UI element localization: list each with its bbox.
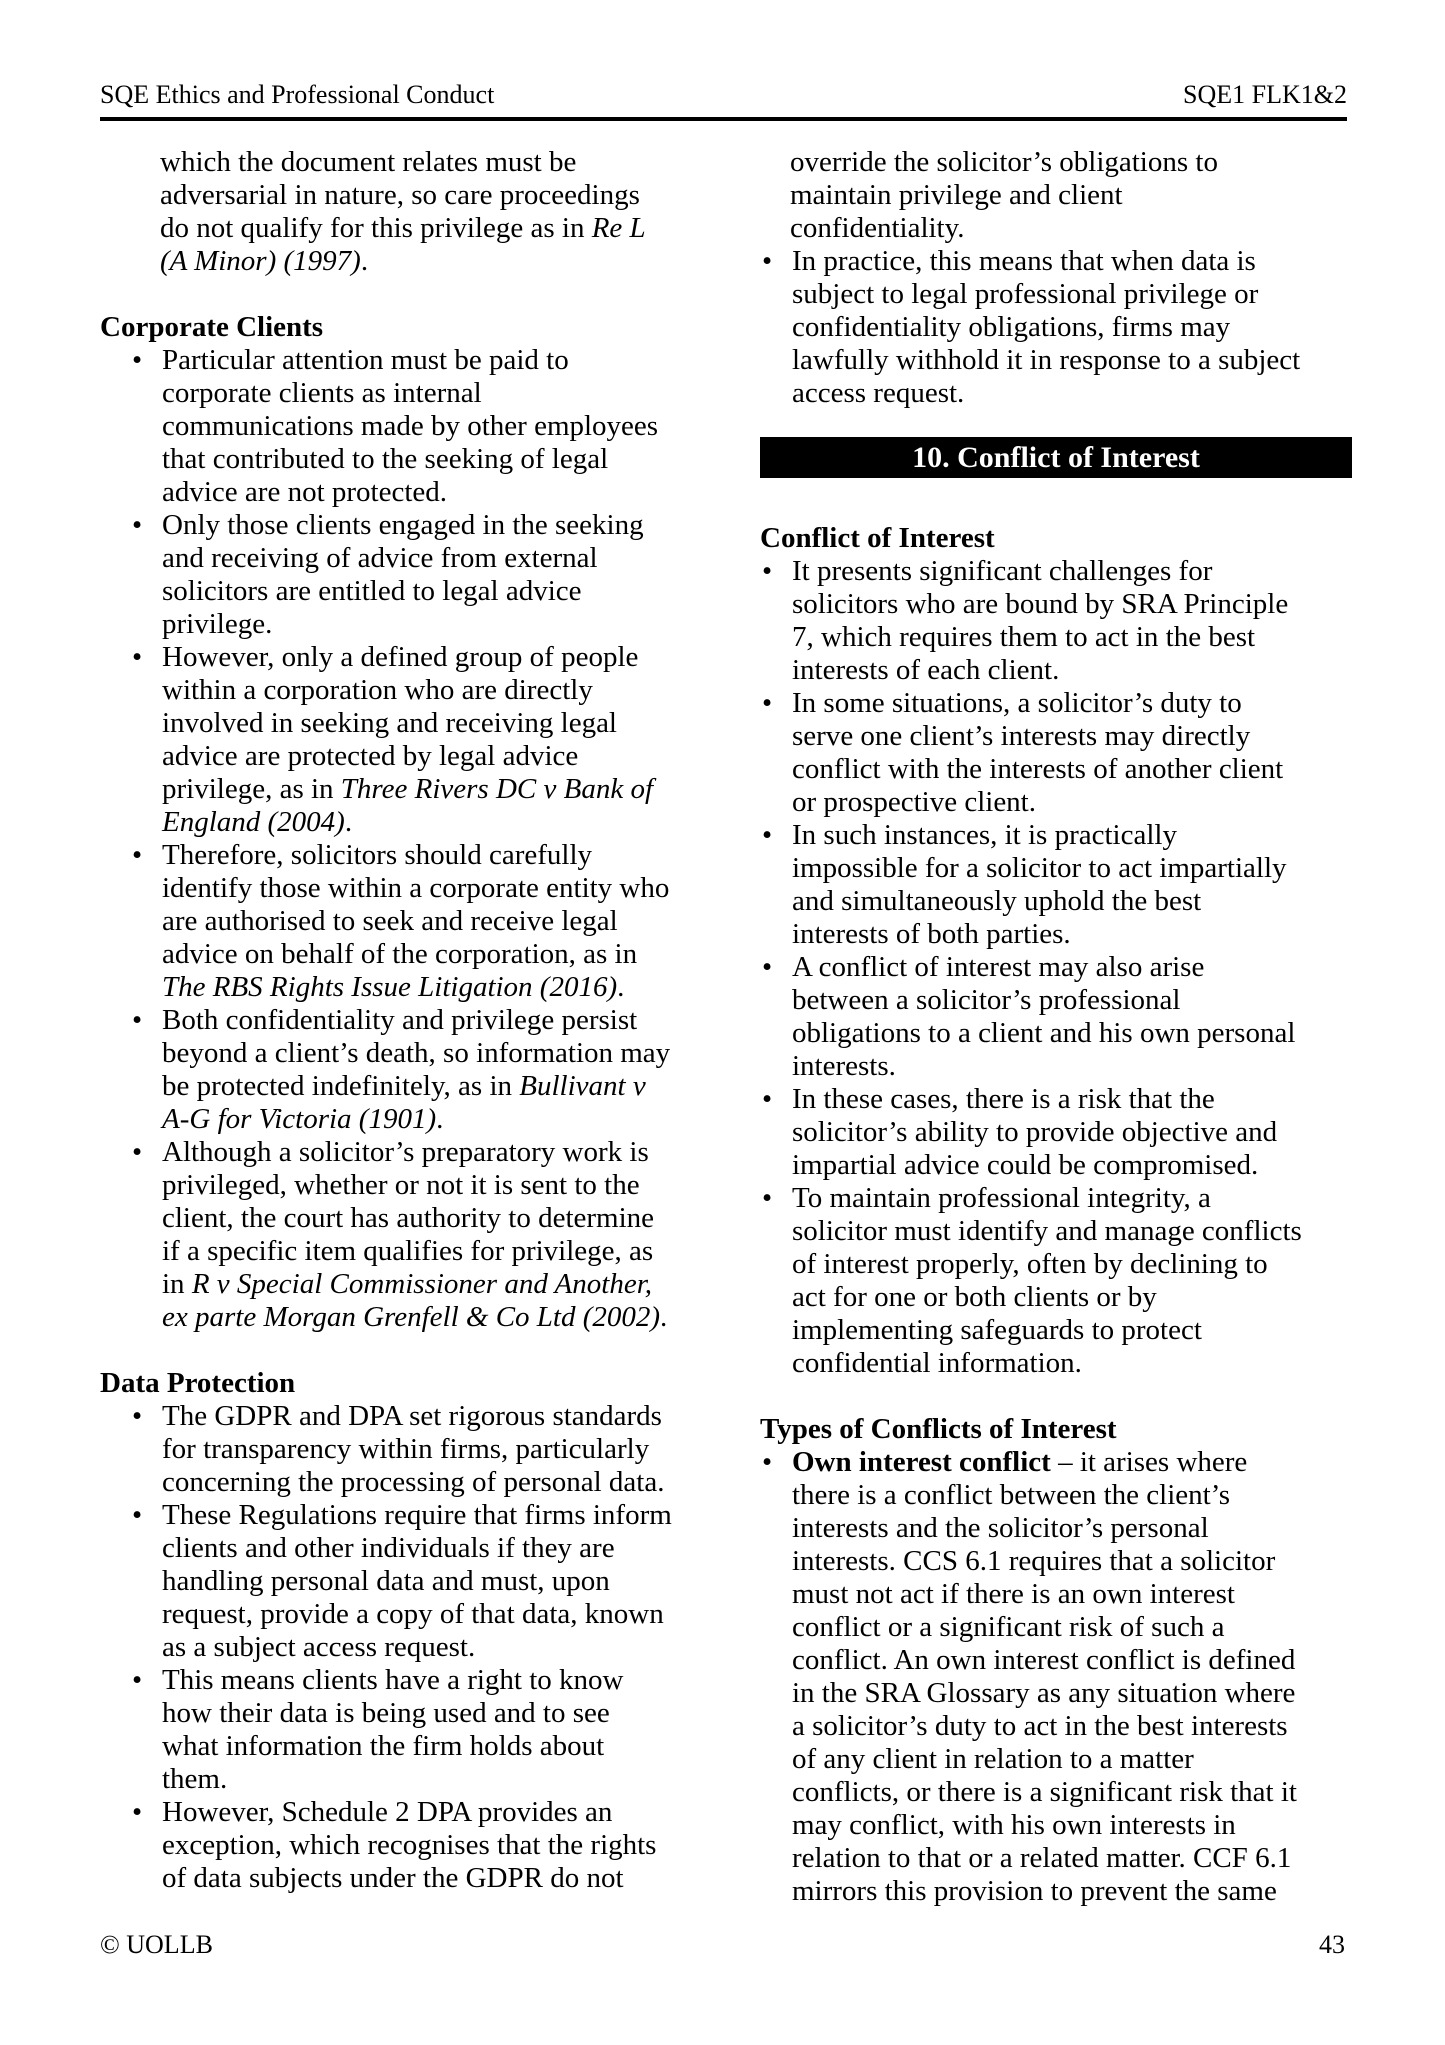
bullet-item — [762, 687, 1352, 819]
text-line: client, the court has authority to determine — [162, 1202, 655, 1234]
text-line: solicitors are entitled to legal advice — [162, 575, 582, 607]
text-line: ex parte Morgan Grenfell & Co Ltd (2002). — [162, 1301, 668, 1333]
text-line: conflict with the interests of another client — [792, 753, 1284, 785]
bullet-item — [132, 839, 682, 1004]
text-line: within a corporation who are directly — [162, 674, 593, 706]
text-line: handling personal data and must, upon — [162, 1565, 610, 1597]
text-line: corporate clients as internal — [162, 377, 482, 409]
left-column — [100, 146, 682, 1895]
page-footer — [100, 1930, 1345, 1960]
text-line: • In practice, this means that when data is — [792, 245, 1256, 277]
text-line: and receiving of advice from external — [162, 542, 598, 574]
text-line: • However, Schedule 2 DPA provides an — [162, 1796, 613, 1828]
section-heading: Corporate Clients — [100, 311, 324, 343]
text-line: between a solicitor’s professional — [792, 984, 1181, 1016]
bullet-item — [132, 1136, 682, 1334]
text-line: of interest properly, often by declining to — [792, 1248, 1268, 1280]
bullet-list — [762, 245, 1352, 410]
bullet-item — [762, 819, 1352, 951]
text-line: privileged, whether or not it is sent to the — [162, 1169, 640, 1201]
text-line: advice on behalf of the corporation, as in — [162, 938, 638, 970]
text-line: interests. — [792, 1050, 896, 1082]
bullet-item — [132, 1499, 682, 1664]
text-line: act for one or both clients or by — [792, 1281, 1157, 1313]
page-header — [100, 80, 1347, 121]
italic-text: ex parte Morgan Grenfell & Co Ltd (2002) — [162, 1301, 661, 1333]
bullet-item — [762, 245, 1352, 410]
text-line: • In some situations, a solicitor’s duty to — [792, 687, 1242, 719]
text-line: access request. — [792, 377, 965, 409]
bullet-item — [762, 1083, 1352, 1182]
text-line: a solicitor’s duty to act in the best interests — [792, 1710, 1288, 1742]
bullet-item — [762, 1182, 1352, 1380]
italic-text: (A Minor) (1997) — [160, 245, 361, 277]
bullet-item — [762, 1446, 1352, 1908]
paragraph — [100, 146, 682, 278]
text-line: conflict or a significant risk of such a — [792, 1611, 1225, 1643]
text-line: confidentiality. — [790, 212, 965, 244]
text-line: • Both confidentiality and privilege persist — [162, 1004, 638, 1036]
text-line: confidential information. — [792, 1347, 1082, 1379]
text-line: if a specific item qualifies for privilege, as — [162, 1235, 654, 1267]
text-line: which the document relates must be — [160, 146, 577, 178]
text-line: or prospective client. — [792, 786, 1036, 818]
text-line: override the solicitor’s obligations to — [790, 146, 1218, 178]
text-line: solicitor’s ability to provide objective and — [792, 1116, 1278, 1148]
text-line: and simultaneously uphold the best — [792, 885, 1202, 917]
text-line: be protected indefinitely, as in Bullivant v — [162, 1070, 646, 1102]
text-line: impossible for a solicitor to act impartially — [792, 852, 1287, 884]
text-line: confidentiality obligations, firms may — [792, 311, 1231, 343]
bullet-list — [132, 344, 682, 1334]
header-course-code: SQE1 FLK1&2 — [1183, 80, 1347, 109]
bullet-item — [132, 641, 682, 839]
text-line: are authorised to seek and receive legal — [162, 905, 618, 937]
italic-text: Re L — [591, 212, 646, 244]
text-line: involved in seeking and receiving legal — [162, 707, 617, 739]
text-line: • This means clients have a right to know — [162, 1664, 624, 1696]
text-line: A-G for Victoria (1901). — [162, 1103, 444, 1135]
bold-text: Own interest conflict — [792, 1446, 1051, 1478]
text-line: solicitors who are bound by SRA Principle — [792, 588, 1289, 620]
text-line: lawfully withhold it in response to a subject — [792, 344, 1301, 376]
bullet-item — [132, 344, 682, 509]
text-line: • These Regulations require that firms inform — [162, 1499, 672, 1531]
text-line: • Only those clients engaged in the seeking — [162, 509, 644, 541]
bullet-item — [132, 1004, 682, 1136]
bullet-item — [132, 1664, 682, 1796]
text-line: The RBS Rights Issue Litigation (2016). — [162, 971, 625, 1003]
right-column — [760, 146, 1352, 1908]
bullet-item — [132, 1796, 682, 1895]
bullet-item — [762, 951, 1352, 1083]
section-heading: Types of Conflicts of Interest — [760, 1413, 1117, 1445]
bullet-list — [762, 555, 1352, 1380]
text-line: concerning the processing of personal data. — [162, 1466, 665, 1498]
text-line: adversarial in nature, so care proceedings — [160, 179, 640, 211]
text-line: relation to that or a related matter. CCF 6.1 — [792, 1842, 1292, 1874]
text-line: interests of both parties. — [792, 918, 1071, 950]
section-heading: Data Protection — [100, 1367, 296, 1399]
text-line: serve one client’s interests may directly — [792, 720, 1251, 752]
text-line: beyond a client’s death, so information may — [162, 1037, 671, 1069]
text-line: may conflict, with his own interests in — [792, 1809, 1236, 1841]
text-line: must not act if there is an own interest — [792, 1578, 1235, 1610]
text-line: • A conflict of interest may also arise — [792, 951, 1205, 983]
text-line: how their data is being used and to see — [162, 1697, 610, 1729]
text-line: maintain privilege and client — [790, 179, 1123, 211]
text-line: do not qualify for this privilege as in Re L — [160, 212, 646, 244]
text-line: of any client in relation to a matter — [792, 1743, 1194, 1775]
italic-text: A-G for Victoria (1901) — [162, 1103, 437, 1135]
text-line: request, provide a copy of that data, known — [162, 1598, 664, 1630]
text-line: privilege. — [162, 608, 273, 640]
text-line: conflicts, or there is a significant risk that it — [792, 1776, 1297, 1808]
italic-text: Bullivant v — [519, 1070, 646, 1102]
bullet-list — [132, 1400, 682, 1895]
italic-text: Three Rivers DC v Bank of — [340, 773, 654, 805]
text-line: • Although a solicitor’s preparatory work is — [162, 1136, 649, 1168]
text-line: 7, which requires them to act in the best — [792, 621, 1256, 653]
text-line: subject to legal professional privilege or — [792, 278, 1259, 310]
italic-text: England (2004) — [162, 806, 345, 838]
text-line: clients and other individuals if they are — [162, 1532, 615, 1564]
bullet-item — [132, 509, 682, 641]
text-line: communications made by other employees — [162, 410, 659, 442]
text-line: in R v Special Commissioner and Another, — [162, 1268, 653, 1300]
italic-text: R v Special Commissioner and Another, — [191, 1268, 653, 1300]
text-line: • To maintain professional integrity, a — [792, 1182, 1211, 1214]
text-line: • In such instances, it is practically — [792, 819, 1177, 851]
text-line: interests and the solicitor’s personal — [792, 1512, 1209, 1544]
text-line: in the SRA Glossary as any situation where — [792, 1677, 1296, 1709]
text-line: of data subjects under the GDPR do not — [162, 1862, 624, 1894]
text-line: mirrors this provision to prevent the same — [792, 1875, 1277, 1907]
text-line: interests. CCS 6.1 requires that a solicitor — [792, 1545, 1276, 1577]
text-line: • Particular attention must be paid to — [162, 344, 569, 376]
italic-text: The RBS Rights Issue Litigation (2016) — [162, 971, 618, 1003]
text-line: for transparency within firms, particularly — [162, 1433, 650, 1465]
footer-copyright: © UOLLB — [100, 1930, 213, 1959]
text-line: solicitor must identify and manage conflicts — [792, 1215, 1302, 1247]
text-line: there is a conflict between the client’s — [792, 1479, 1231, 1511]
text-line: obligations to a client and his own personal — [792, 1017, 1296, 1049]
text-line: advice are protected by legal advice — [162, 740, 579, 772]
text-line: advice are not protected. — [162, 476, 448, 508]
text-line: • However, only a defined group of people — [162, 641, 639, 673]
text-line: (A Minor) (1997). — [160, 245, 369, 277]
section-banner: 10. Conflict of Interest — [760, 437, 1352, 478]
text-line: that contributed to the seeking of legal — [162, 443, 609, 475]
text-line: implementing safeguards to protect — [792, 1314, 1202, 1346]
bullet-list — [762, 1446, 1352, 1908]
page-number: 43 — [1319, 1930, 1345, 1959]
section-heading: Conflict of Interest — [760, 522, 995, 554]
text-line: privilege, as in Three Rivers DC v Bank of — [162, 773, 654, 805]
paragraph — [760, 146, 1352, 245]
text-line: them. — [162, 1763, 228, 1795]
text-line: what information the firm holds about — [162, 1730, 605, 1762]
text-line: interests of each client. — [792, 654, 1060, 686]
text-line: England (2004). — [162, 806, 353, 838]
text-line: • Therefore, solicitors should carefully — [162, 839, 593, 871]
text-line: • The GDPR and DPA set rigorous standards — [162, 1400, 662, 1432]
text-line: conflict. An own interest conflict is defined — [792, 1644, 1296, 1676]
text-line: as a subject access request. — [162, 1631, 476, 1663]
text-line: identify those within a corporate entity who — [162, 872, 670, 904]
text-line: • It presents significant challenges for — [792, 555, 1213, 587]
text-line: • In these cases, there is a risk that the — [792, 1083, 1215, 1115]
header-title: SQE Ethics and Professional Conduct — [100, 80, 495, 109]
bullet-item — [132, 1400, 682, 1499]
text-line: impartial advice could be compromised. — [792, 1149, 1259, 1181]
text-line: exception, which recognises that the rights — [162, 1829, 657, 1861]
text-line: • Own interest conflict – it arises where — [792, 1446, 1248, 1478]
bullet-item — [762, 555, 1352, 687]
